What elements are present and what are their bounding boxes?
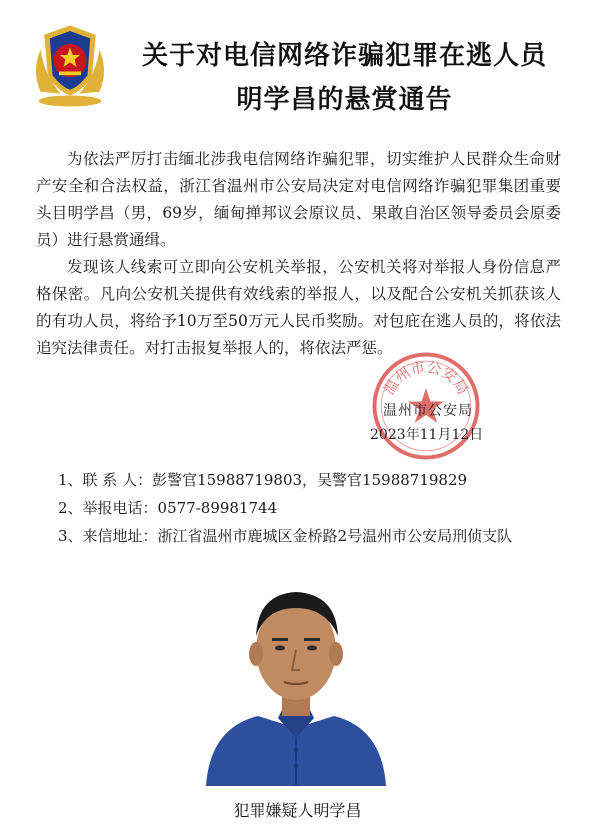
contact-list <box>36 466 561 550</box>
body-paragraph-2: 发现该人线索可立即向公安机关举报，公安机关将对举报人身份信息严格保密。凡向公安机关提供有效线索的举报人，以及配合公安机关抓获该人的有功人员，将给予10万至50万元人民币奖励。对包庇在逃人员的，将依法追究法律责任。对打击报复举报人的，将依法严惩。 <box>36 258 561 357</box>
police-emblem-icon <box>24 20 116 112</box>
photo-caption: 犯罪嫌疑人明学昌 <box>233 801 362 820</box>
mailing-address: 3、来信地址：浙江省温州市鹿城区金桥路2号温州市公安局刑侦支队 <box>58 527 513 545</box>
contact-person: 1、联 系 人：彭警官15988719803，吴警官15988719829 <box>58 471 468 489</box>
suspect-photo <box>198 578 394 786</box>
issuer-name: 温州市公安局 <box>383 403 473 419</box>
notice-body <box>36 146 561 362</box>
notice-title-line2: 明学昌的悬赏通告 <box>236 85 453 115</box>
report-phone: 2、举报电话：0577-89981744 <box>58 499 278 517</box>
notice-title <box>112 34 577 122</box>
issue-date: 2023年11月12日 <box>370 427 484 443</box>
body-paragraph-1: 为依法严厉打击缅北涉我电信网络诈骗犯罪，切实维护人民群众生命财产安全和合法权益，浙江省温州市公安局决定对电信网络诈骗犯罪集团重要头目明学昌（男，69岁，缅甸掸邦议会原议员、果敢自治区领导委员会原委员）进行悬赏通缉。 <box>36 150 561 249</box>
notice-title-line1: 关于对电信网络诈骗犯罪在逃人员 <box>141 41 547 71</box>
seal-text: 温州市公安局 <box>380 358 472 398</box>
